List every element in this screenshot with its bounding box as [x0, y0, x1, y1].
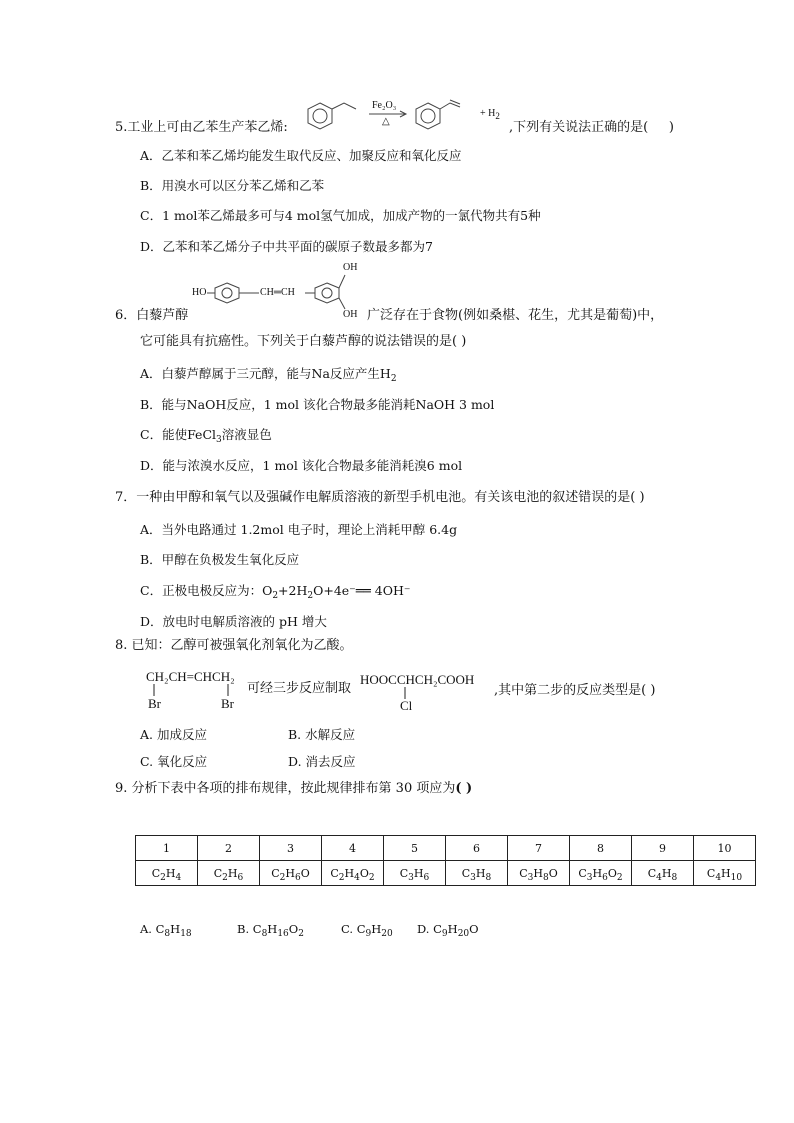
sequence-table — [135, 835, 756, 886]
answer-subscript: 18 — [180, 929, 192, 939]
table-formula-cell — [694, 861, 756, 886]
formula-element: H — [344, 866, 355, 880]
formula-element: C — [399, 866, 409, 880]
table-header-cell: 9 — [632, 836, 694, 861]
reaction-reagent: Fe₂O₃ — [372, 100, 397, 111]
formula-element: C — [647, 866, 657, 880]
formula-element: H — [413, 866, 424, 880]
formula-subscript: 6 — [423, 872, 430, 883]
table-formula-cell — [198, 861, 260, 886]
table-header-cell: 5 — [384, 836, 446, 861]
q6-option-c-post: 溶液显色 — [221, 427, 272, 442]
table-formula-cell — [260, 861, 322, 886]
formula-subscript: 2 — [616, 872, 623, 883]
formula-subscript: 4 — [354, 872, 360, 883]
q9-answer-option — [237, 920, 304, 938]
q6-option-a-sub: 2 — [390, 374, 397, 384]
formula-element: C — [151, 866, 161, 880]
q9-stem — [115, 780, 472, 798]
answer-subscript: 8 — [261, 929, 268, 939]
table-formula-cell — [508, 861, 570, 886]
q7-option-d: D．放电时电解质溶液的 pH 增大 — [140, 614, 327, 629]
q6-stem-start: 6．白藜芦醇 — [115, 308, 189, 323]
ethylbenzene-structure — [300, 95, 370, 135]
q9-answer-option — [140, 920, 192, 938]
answer-text: D. C — [417, 922, 442, 936]
answer-subscript: 20 — [457, 929, 470, 939]
h2-subscript: 2 — [495, 111, 500, 121]
q7-option-c-post: O+4e⁻══ 4OH⁻ — [313, 583, 411, 598]
table-header-cell: 2 — [198, 836, 260, 861]
formula-element: O — [607, 866, 617, 880]
table-header-cell: 6 — [446, 836, 508, 861]
table-header-row — [136, 836, 756, 861]
plus-h2 — [480, 108, 500, 119]
formula-subscript: 2 — [368, 872, 375, 883]
table-formula-cell — [632, 861, 694, 886]
q5-paren: ) — [668, 120, 674, 135]
q8-option-d: D. 消去反应 — [288, 754, 356, 769]
q8-reactant: CH₂CH=CHCH₂ — [146, 669, 235, 684]
resveratrol-oh-top: OH — [343, 262, 358, 273]
table-header-cell: 7 — [508, 836, 570, 861]
formula-element: C — [461, 866, 471, 880]
answer-text: C. C — [341, 922, 366, 936]
answer-text: H — [371, 922, 382, 936]
q5-stem-end-text: ,下列有关说法正确的是( — [509, 120, 649, 135]
formula-element: H — [721, 866, 731, 880]
q5-option-c: C．1 mol苯乙烯最多可与4 mol氢气加成，加成产物的一氯代物共有5种 — [140, 208, 541, 223]
formula-element: C — [213, 866, 223, 880]
answer-text: H — [447, 922, 458, 936]
q6-option-a — [140, 365, 397, 383]
q5-stem-end — [509, 119, 674, 137]
formula-subscript: 8 — [671, 872, 678, 883]
table-header-cell: 4 — [322, 836, 384, 861]
answer-text: O — [288, 922, 299, 936]
answer-text: H — [267, 922, 278, 936]
q9-stem-text: 9. 分析下表中各项的排布规律，按此规律排布第 30 项应为 — [115, 781, 456, 796]
answer-subscript: 2 — [298, 929, 304, 939]
answer-subscript: 9 — [441, 929, 448, 939]
formula-element: C — [578, 866, 587, 880]
formula-subscript: 2 — [338, 872, 345, 883]
reaction-condition: △ — [382, 116, 390, 127]
q9-paren: ( ) — [455, 781, 473, 796]
q8-br-2: Br — [221, 696, 234, 711]
q7-option-c-sub2: 2 — [307, 591, 314, 601]
q5-stem-start: 5.工业上可由乙苯生产苯乙烯: — [115, 120, 288, 135]
formula-subscript: 4 — [656, 872, 662, 883]
table-header-cell: 10 — [694, 836, 756, 861]
formula-element: H — [592, 866, 603, 880]
answer-subscript: 16 — [277, 929, 289, 939]
q6-stem-mid: 广泛存在于食物(例如桑椹、花生，尤其是葡萄)中， — [367, 308, 664, 323]
q8-option-b: B. 水解反应 — [288, 727, 356, 742]
formula-subscript: 10 — [730, 872, 743, 883]
q7-option-c-pre: C．正极电极反应为：O — [140, 583, 273, 598]
answer-subscript: 9 — [365, 929, 372, 939]
table-header-cell: 8 — [570, 836, 632, 861]
table-formula-cell — [570, 861, 632, 886]
q7-option-c — [140, 582, 411, 600]
q7-option-c-sub1: 2 — [272, 591, 279, 601]
formula-subscript: 6 — [237, 872, 244, 883]
answer-text: H — [170, 922, 181, 936]
q6-option-c-sub: 3 — [216, 435, 222, 445]
formula-subscript: 2 — [222, 872, 228, 883]
q6-option-c — [140, 426, 272, 444]
formula-element: C — [330, 866, 339, 880]
q8-cl: Cl — [400, 698, 413, 713]
formula-subscript: 3 — [586, 872, 593, 883]
q8-stem-end: ,其中第二步的反应类型是( ) — [494, 683, 656, 698]
styrene-structure — [408, 95, 474, 135]
q8-option-c: C. 氧化反应 — [140, 754, 208, 769]
resveratrol-ho: HO — [192, 287, 207, 298]
formula-element: H — [475, 866, 486, 880]
q6-option-c-pre: C．能使FeCl — [140, 427, 217, 442]
answer-subscript: 20 — [381, 929, 393, 939]
table-formula-cell — [322, 861, 384, 886]
formula-subscript: 2 — [160, 872, 166, 883]
q8-br-1: Br — [148, 696, 161, 711]
q7-option-c-mid: +2H — [278, 583, 308, 598]
q5-option-a: A．乙苯和苯乙烯均能发生取代反应、加聚反应和氧化反应 — [140, 148, 462, 163]
answer-text: O — [469, 922, 479, 936]
q5-option-d: D．乙苯和苯乙烯分子中共平面的碳原子数最多都为7 — [140, 239, 433, 254]
q9-answer-option — [341, 920, 393, 938]
answer-text: A. C — [140, 922, 165, 936]
table-formula-cell — [446, 861, 508, 886]
q6-option-a-text: A．白藜芦醇属于三元醇，能与Na反应产生H — [140, 366, 391, 381]
formula-element: C — [271, 866, 280, 880]
formula-subscript: 8 — [542, 872, 549, 883]
formula-element: H — [227, 866, 238, 880]
q8-product: HOOCCHCH₂COOH — [360, 672, 475, 687]
formula-element: H — [285, 866, 295, 880]
resveratrol-oh-bottom: OH — [343, 309, 358, 320]
q9-answer-option — [417, 920, 479, 938]
table-formula-cell — [136, 861, 198, 886]
q5-option-b: B．用溴水可以区分苯乙烯和乙苯 — [140, 178, 325, 193]
formula-subscript: 3 — [470, 872, 476, 883]
q6-stem-line2: 它可能具有抗癌性。下列关于白藜芦醇的说法错误的是( ) — [140, 334, 467, 349]
answer-subscript: 8 — [164, 929, 171, 939]
formula-element: H — [165, 866, 176, 880]
q8-option-a: A. 加成反应 — [140, 727, 207, 742]
answer-text: B. C — [237, 922, 262, 936]
table-formula-row — [136, 861, 756, 886]
formula-element: H — [533, 866, 543, 880]
q6-option-d: D．能与浓溴水反应，1 mol 该化合物最多能消耗溴6 mol — [140, 458, 463, 473]
plus-h2-text: + H — [480, 108, 496, 119]
formula-element: C — [519, 866, 528, 880]
formula-element: C — [706, 866, 716, 880]
q6-option-b: B．能与NaOH反应，1 mol 该化合物最多能消耗NaOH 3 mol — [140, 397, 495, 412]
table-header-cell: 1 — [136, 836, 198, 861]
q8-stem: 8. 已知：乙醇可被强氧化剂氧化为乙酸。 — [115, 638, 353, 653]
q7-option-a: A．当外电路通过 1.2mol 电子时，理论上消耗甲醇 6.4g — [140, 522, 458, 537]
table-header-cell: 3 — [260, 836, 322, 861]
formula-subscript: 3 — [408, 872, 414, 883]
table-formula-cell — [384, 861, 446, 886]
formula-subscript: 6 — [602, 872, 608, 883]
formula-subscript: 2 — [279, 872, 286, 883]
formula-element: O — [300, 866, 310, 880]
formula-element: H — [661, 866, 672, 880]
q8-mid-text: 可经三步反应制取 — [247, 681, 352, 696]
q7-option-b: B．甲醇在负极发生氧化反应 — [140, 552, 300, 567]
formula-element: O — [359, 866, 369, 880]
formula-subscript: 8 — [485, 872, 492, 883]
formula-element: O — [548, 866, 558, 880]
formula-subscript: 6 — [294, 872, 301, 883]
q7-stem: 7．一种由甲醇和氧气以及强碱作电解质溶液的新型手机电池。有关该电池的叙述错误的是( ) — [115, 490, 645, 505]
resveratrol-chain: CH═CH — [260, 287, 295, 298]
formula-subscript: 4 — [715, 872, 722, 883]
formula-subscript: 3 — [527, 872, 534, 883]
formula-subscript: 4 — [175, 872, 182, 883]
